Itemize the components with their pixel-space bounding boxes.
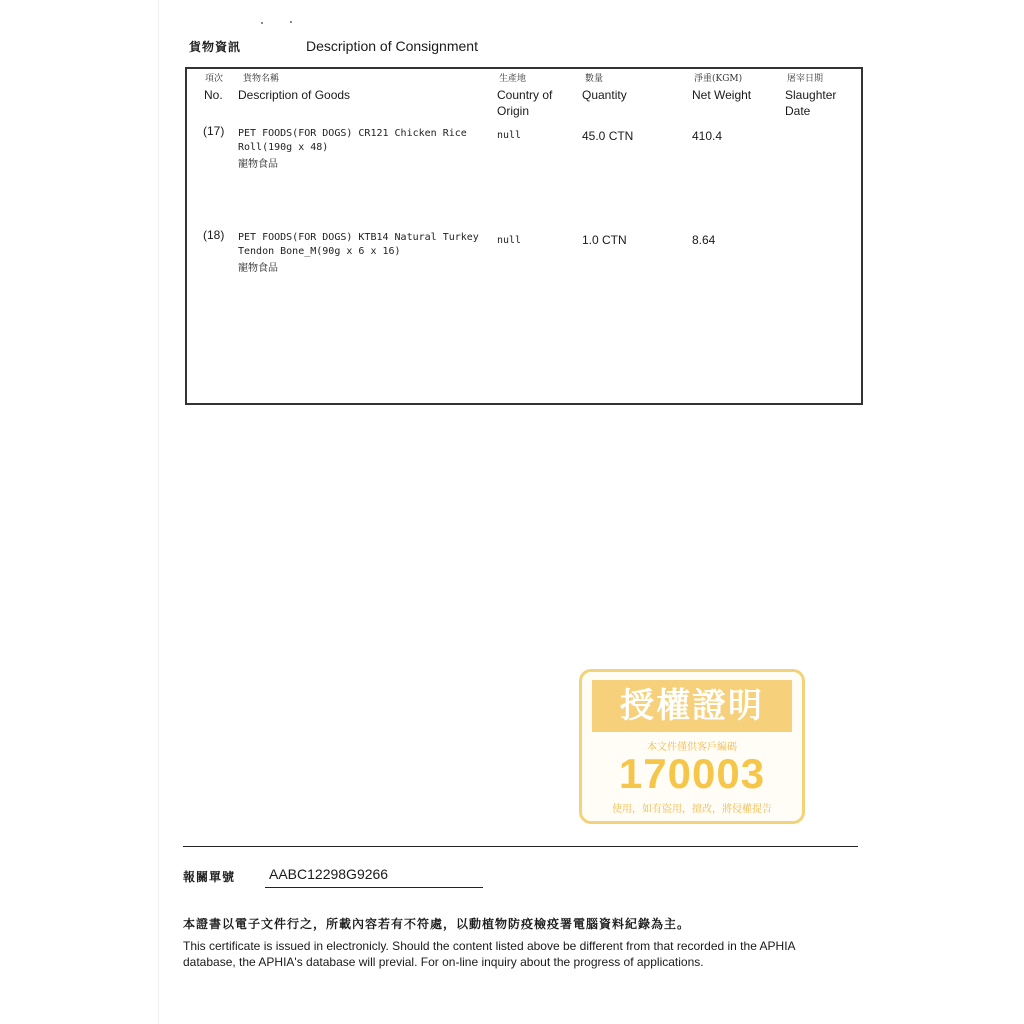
col-slaughter-en: Slaughter Date	[785, 88, 837, 118]
col-origin-zh: 生產地	[499, 74, 527, 84]
row-desc-line2: Tendon Bone_M(90g x 6 x 16)	[238, 246, 401, 257]
row-net-weight: 8.64	[692, 233, 716, 247]
divider	[183, 846, 858, 847]
col-slaughter-zh: 屠宰日期	[787, 74, 824, 84]
stamp-footer: 使用，如有盜用，擅改，將侵權提告	[612, 804, 772, 815]
paper-edge	[158, 0, 159, 1024]
section-title-zh: 貨物資訊	[189, 40, 242, 54]
row-origin: null	[497, 130, 522, 141]
scan-speck	[261, 22, 263, 24]
row-desc-zh: 寵物食品	[238, 263, 278, 274]
row-no: (17)	[203, 124, 225, 138]
col-weight-en: Net Weight	[692, 88, 752, 102]
col-no-en: No.	[204, 88, 223, 102]
col-origin-en: Country of Origin	[497, 88, 553, 118]
row-desc-zh: 寵物食品	[238, 159, 278, 170]
row-quantity: 45.0 CTN	[582, 129, 634, 143]
row-origin: null	[497, 235, 522, 246]
col-no-zh: 項次	[205, 74, 224, 84]
col-goods-zh: 貨物名稱	[243, 74, 280, 84]
declaration-underline	[265, 887, 483, 888]
section-title-en: Description of Consignment	[306, 38, 478, 54]
row-quantity: 1.0 CTN	[582, 233, 627, 247]
declaration-number: AABC12298G9266	[269, 866, 389, 882]
row-desc-line1: PET FOODS(FOR DOGS) CR121 Chicken Rice	[238, 128, 467, 139]
row-no: (18)	[203, 228, 225, 242]
stamp-title: 授權證明	[592, 680, 792, 732]
scan-speck	[290, 21, 292, 23]
row-net-weight: 410.4	[692, 129, 723, 143]
notice-zh: 本證書以電子文件行之，所載內容若有不符處，以動植物防疫檢疫署電腦資料紀錄為主。	[183, 917, 691, 931]
consignment-table	[185, 67, 863, 405]
declaration-label: 報關單號	[183, 870, 236, 884]
col-weight-zh: 淨重(KGM)	[694, 74, 743, 84]
row-desc-line1: PET FOODS(FOR DOGS) KTB14 Natural Turkey	[238, 232, 479, 243]
notice-en: This certificate is issued in electronicly. Should the content listed above be different from that recorded in the APHIA database, the APHIA's database will previal. For on-line inquiry about the progress of applications.	[183, 939, 795, 969]
col-quantity-zh: 數量	[585, 74, 604, 84]
row-desc-line2: Roll(190g x 48)	[238, 142, 329, 153]
stamp-client-code: 170003	[618, 750, 766, 797]
authorization-stamp	[579, 669, 805, 824]
col-quantity-en: Quantity	[582, 88, 627, 102]
stamp-subtitle: 本文件僅供客戶編碼	[647, 742, 737, 753]
col-goods-en: Description of Goods	[238, 88, 351, 102]
